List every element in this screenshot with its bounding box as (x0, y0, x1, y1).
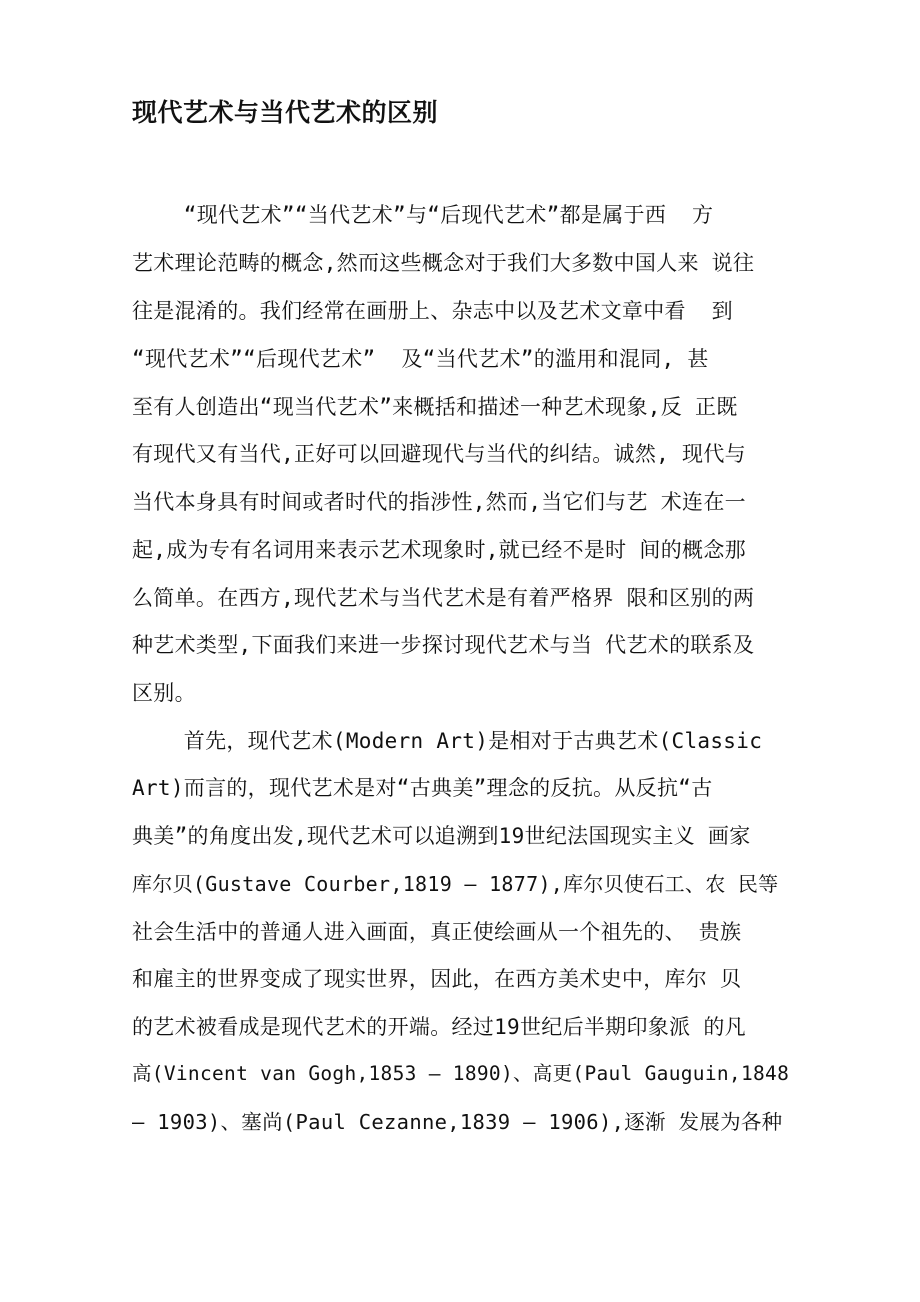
text-line: 往是混淆的。我们经常在画册上、杂志中以及艺术文章中看 到 (132, 299, 733, 323)
text-line: 库尔贝(Gustave Courber,1819 — 1877),库尔贝使石工、农 民等 (132, 872, 779, 896)
text-line: “现代艺术”“后现代艺术” 及“当代艺术”的滥用和混同, 甚 (132, 347, 709, 371)
text-line: 么简单。在西方,现代艺术与当代艺术是有着严格界 限和区别的两 (132, 586, 755, 610)
text-line: Art)而言的，现代艺术是对“古典美”理念的反抗。从反抗“古 (132, 776, 713, 800)
text-line: 社会生活中的普通人进入画面，真正使绘画从一个祖先的、 贵族 (132, 920, 742, 944)
text-line: 首先，现代艺术(Modern Art)是相对于古典艺术(Classic (132, 729, 763, 753)
text-line: 种艺术类型,下面我们来进一步探讨现代艺术与当 代艺术的联系及 (132, 633, 755, 657)
text-line: 至有人创造出“现当代艺术”来概括和描述一种艺术现象,反 正既 (132, 395, 738, 419)
text-line: 艺术理论范畴的概念,然而这些概念对于我们大多数中国人来 说往 (132, 251, 755, 275)
text-line: 的艺术被看成是现代艺术的开端。经过19世纪后半期印象派 的凡 (132, 1015, 746, 1039)
text-line: 高(Vincent van Gogh,1853 — 1890)、高更(Paul Gauguin,1848 (132, 1062, 790, 1085)
text-line: 典美”的角度出发,现代艺术可以追溯到19世纪法国现实主义 画家 (132, 824, 751, 848)
document-title: 现代艺术与当代艺术的区别 (132, 98, 439, 127)
text-line: 区别。 (132, 681, 196, 705)
text-line: — 1903)、塞尚(Paul Cezanne,1839 — 1906),逐渐 发展为各种 (132, 1110, 783, 1134)
text-line: 当代本身具有时间或者时代的指涉性,然而,当它们与艺 术连在一 (132, 490, 746, 514)
text-line: “现代艺术”“当代艺术”与“后现代艺术”都是属于西 方 (132, 203, 714, 227)
text-line: 和雇主的世界变成了现实世界，因此，在西方美术史中，库尔 贝 (132, 967, 742, 991)
text-line: 有现代又有当代,正好可以回避现代与当代的纠结。诚然, 现代与 (132, 442, 746, 466)
text-line: 起,成为专有名词用来表示艺术现象时,就已经不是时 间的概念那 (132, 538, 746, 562)
